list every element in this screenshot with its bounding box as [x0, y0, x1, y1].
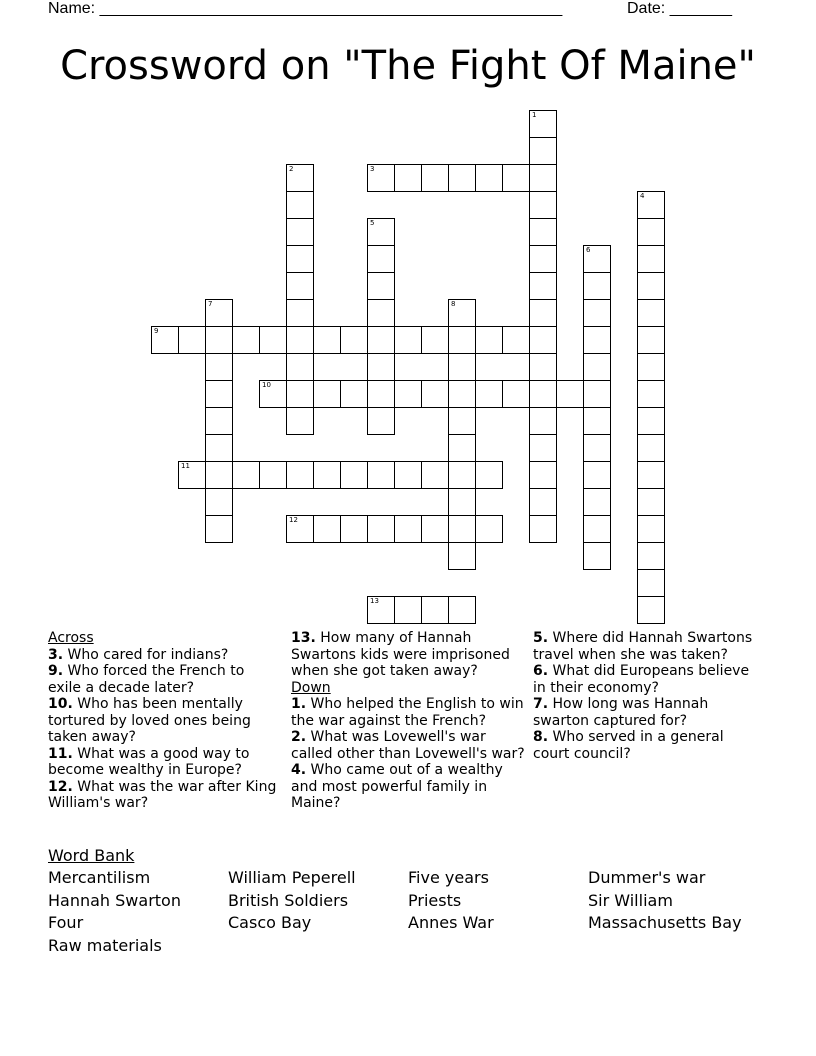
word-bank-item: Priests [408, 890, 462, 910]
word-bank-item: Dummer's war [588, 868, 706, 887]
grid-cell[interactable] [637, 299, 665, 327]
name-field: Name: ____________________________________________________ [48, 0, 563, 17]
clues-column-3 [533, 630, 763, 762]
clue-down-2: 2. What was Lovewell's war called other than Lovewell's war? [291, 729, 525, 762]
grid-cell[interactable] [313, 515, 341, 543]
grid-cell[interactable] [529, 326, 557, 354]
grid-cell[interactable] [529, 137, 557, 165]
down-heading: Down [291, 679, 331, 696]
grid-cell[interactable] [637, 326, 665, 354]
grid-cell[interactable] [502, 164, 530, 192]
grid-cell[interactable] [529, 461, 557, 489]
grid-cell[interactable] [286, 164, 314, 192]
grid-cell[interactable] [286, 515, 314, 543]
grid-cell[interactable] [475, 380, 503, 408]
grid-cell[interactable] [205, 461, 233, 489]
grid-cell[interactable] [340, 461, 368, 489]
grid-cell[interactable] [313, 380, 341, 408]
grid-cell[interactable] [232, 326, 260, 354]
grid-cell[interactable] [637, 353, 665, 381]
cell-number: 3 [370, 165, 375, 173]
grid-cell[interactable] [583, 407, 611, 435]
word-bank-item: Sir William [588, 890, 673, 910]
cell-number: 10 [262, 381, 271, 389]
grid-cell[interactable] [367, 218, 395, 246]
clue-across-9: 9. Who forced the French to exile a decade later? [48, 663, 245, 696]
grid-cell[interactable] [394, 515, 422, 543]
grid-cell[interactable] [286, 326, 314, 354]
grid-cell[interactable] [637, 407, 665, 435]
grid-cell[interactable] [529, 245, 557, 273]
grid-cell[interactable] [367, 353, 395, 381]
grid-cell[interactable] [205, 515, 233, 543]
grid-cell[interactable] [637, 272, 665, 300]
grid-cell[interactable] [583, 380, 611, 408]
word-bank-title: Word Bank [48, 846, 135, 865]
grid-cell[interactable] [583, 515, 611, 543]
grid-cell[interactable] [367, 461, 395, 489]
grid-cell[interactable] [421, 515, 449, 543]
grid-cell[interactable] [637, 434, 665, 462]
clue-down-1: 1. Who helped the English to win the war against the French? [291, 696, 524, 729]
grid-cell[interactable] [205, 407, 233, 435]
grid-cell[interactable] [448, 488, 476, 516]
grid-cell[interactable] [205, 380, 233, 408]
cell-number: 13 [370, 597, 379, 605]
grid-cell[interactable] [529, 110, 557, 138]
grid-cell[interactable] [529, 218, 557, 246]
grid-cell[interactable] [367, 245, 395, 273]
clues-column-1 [48, 630, 278, 812]
grid-cell[interactable] [259, 461, 287, 489]
page-title: Crossword on "The Fight Of Maine" [60, 43, 756, 89]
grid-cell[interactable] [502, 326, 530, 354]
grid-cell[interactable] [448, 542, 476, 570]
grid-cell[interactable] [637, 488, 665, 516]
cell-number: 1 [532, 111, 537, 119]
word-bank-item: Annes War [408, 913, 494, 932]
grid-cell[interactable] [205, 299, 233, 327]
cell-number: 7 [208, 300, 213, 308]
grid-cell[interactable] [556, 380, 584, 408]
grid-cell[interactable] [583, 434, 611, 462]
cell-number: 2 [289, 165, 294, 173]
grid-cell[interactable] [529, 299, 557, 327]
grid-cell[interactable] [529, 272, 557, 300]
cell-number: 8 [451, 300, 456, 308]
grid-cell[interactable] [448, 164, 476, 192]
grid-cell[interactable] [286, 299, 314, 327]
word-bank-item: Four [48, 913, 84, 932]
word-bank-item: Mercantilism [48, 868, 151, 887]
grid-cell[interactable] [529, 434, 557, 462]
grid-cell[interactable] [421, 596, 449, 624]
grid-cell[interactable] [394, 596, 422, 624]
grid-cell[interactable] [475, 515, 503, 543]
across-heading: Across [48, 630, 94, 646]
word-bank-item: Massachusetts Bay [588, 913, 742, 932]
grid-cell[interactable] [475, 326, 503, 354]
grid-cell[interactable] [475, 461, 503, 489]
grid-cell[interactable] [448, 353, 476, 381]
clue-down-4: 4. Who came out of a wealthy and most powerful family in Maine? [291, 762, 503, 811]
grid-cell[interactable] [448, 434, 476, 462]
grid-cell[interactable] [529, 515, 557, 543]
grid-cell[interactable] [232, 461, 260, 489]
clues-column-2 [291, 630, 527, 812]
grid-cell[interactable] [583, 272, 611, 300]
clue-down-5: 5. Where did Hannah Swartons travel when she was taken? [533, 630, 753, 663]
grid-cell[interactable] [583, 326, 611, 354]
grid-cell[interactable] [286, 407, 314, 435]
clue-down-7: 7. How long was Hannah swarton captured for? [533, 696, 709, 729]
grid-cell[interactable] [637, 380, 665, 408]
grid-cell[interactable] [340, 380, 368, 408]
grid-cell[interactable] [448, 299, 476, 327]
grid-cell[interactable] [286, 353, 314, 381]
grid-cell[interactable] [340, 515, 368, 543]
grid-cell[interactable] [448, 380, 476, 408]
grid-cell[interactable] [637, 191, 665, 219]
grid-cell[interactable] [394, 380, 422, 408]
grid-cell[interactable] [286, 380, 314, 408]
grid-cell[interactable] [583, 542, 611, 570]
grid-cell[interactable] [178, 461, 206, 489]
grid-cell[interactable] [367, 326, 395, 354]
grid-cell[interactable] [421, 380, 449, 408]
grid-cell[interactable] [529, 407, 557, 435]
word-bank-item: Hannah Swarton [48, 890, 181, 910]
grid-cell[interactable] [205, 326, 233, 354]
grid-cell[interactable] [313, 461, 341, 489]
grid-cell[interactable] [421, 326, 449, 354]
grid-cell[interactable] [529, 191, 557, 219]
grid-cell[interactable] [637, 569, 665, 597]
grid-cell[interactable] [286, 461, 314, 489]
grid-cell[interactable] [286, 191, 314, 219]
clue-across-3: 3. Who cared for indians? [48, 646, 229, 663]
grid-cell[interactable] [394, 326, 422, 354]
grid-cell[interactable] [367, 272, 395, 300]
clue-across-12: 12. What was the war after King William's war? [48, 778, 277, 811]
grid-cell[interactable] [583, 488, 611, 516]
cell-number: 9 [154, 327, 159, 335]
grid-cell[interactable] [448, 326, 476, 354]
grid-cell[interactable] [448, 596, 476, 624]
grid-cell[interactable] [178, 326, 206, 354]
grid-cell[interactable] [367, 380, 395, 408]
date-field: Date: _______ [627, 0, 732, 17]
grid-cell[interactable] [529, 353, 557, 381]
grid-cell[interactable] [448, 515, 476, 543]
grid-cell[interactable] [421, 461, 449, 489]
grid-cell[interactable] [394, 164, 422, 192]
grid-cell[interactable] [637, 461, 665, 489]
grid-cell[interactable] [340, 326, 368, 354]
clue-across-11: 11. What was a good way to become wealthy in Europe? [48, 745, 250, 778]
grid-cell[interactable] [475, 164, 503, 192]
word-bank-item: Five years [408, 868, 489, 887]
grid-cell[interactable] [529, 164, 557, 192]
grid-cell[interactable] [637, 245, 665, 273]
grid-cell[interactable] [367, 596, 395, 624]
grid-cell[interactable] [448, 461, 476, 489]
word-bank-item: William Peperell [228, 868, 356, 887]
grid-cell[interactable] [367, 407, 395, 435]
grid-cell[interactable] [583, 245, 611, 273]
word-bank [48, 867, 768, 957]
grid-cell[interactable] [529, 488, 557, 516]
grid-cell[interactable] [286, 272, 314, 300]
grid-cell[interactable] [259, 326, 287, 354]
cell-number: 6 [586, 246, 591, 254]
grid-cell[interactable] [583, 299, 611, 327]
clue-across-10: 10. Who has been mentally tortured by loved ones being taken away? [48, 696, 251, 745]
word-bank-item: British Soldiers [228, 890, 349, 910]
word-bank-item: Raw materials [48, 935, 162, 955]
grid-cell[interactable] [529, 380, 557, 408]
grid-cell[interactable] [583, 461, 611, 489]
grid-cell[interactable] [637, 218, 665, 246]
grid-cell[interactable] [367, 299, 395, 327]
word-bank-item: Casco Bay [228, 913, 312, 932]
cell-number: 12 [289, 516, 298, 524]
grid-cell[interactable] [205, 434, 233, 462]
grid-cell[interactable] [286, 245, 314, 273]
grid-cell[interactable] [259, 380, 287, 408]
clue-down-6: 6. What did Europeans believe in their economy? [533, 663, 750, 696]
cell-number: 5 [370, 219, 375, 227]
grid-cell[interactable] [448, 407, 476, 435]
grid-cell[interactable] [421, 164, 449, 192]
clue-across-13: 13. How many of Hannah Swartons kids were imprisoned when she got taken away? [291, 630, 510, 679]
grid-cell[interactable] [637, 515, 665, 543]
grid-cell[interactable] [367, 515, 395, 543]
grid-cell[interactable] [286, 218, 314, 246]
grid-cell[interactable] [394, 461, 422, 489]
grid-cell[interactable] [205, 353, 233, 381]
cell-number: 4 [640, 192, 645, 200]
clue-down-8: 8. Who served in a general court council? [533, 729, 724, 762]
grid-cell[interactable] [637, 596, 665, 624]
grid-cell[interactable] [313, 326, 341, 354]
grid-cell[interactable] [637, 542, 665, 570]
grid-cell[interactable] [205, 488, 233, 516]
grid-cell[interactable] [367, 164, 395, 192]
grid-cell[interactable] [583, 353, 611, 381]
cell-number: 11 [181, 462, 190, 470]
grid-cell[interactable] [502, 380, 530, 408]
grid-cell[interactable] [151, 326, 179, 354]
